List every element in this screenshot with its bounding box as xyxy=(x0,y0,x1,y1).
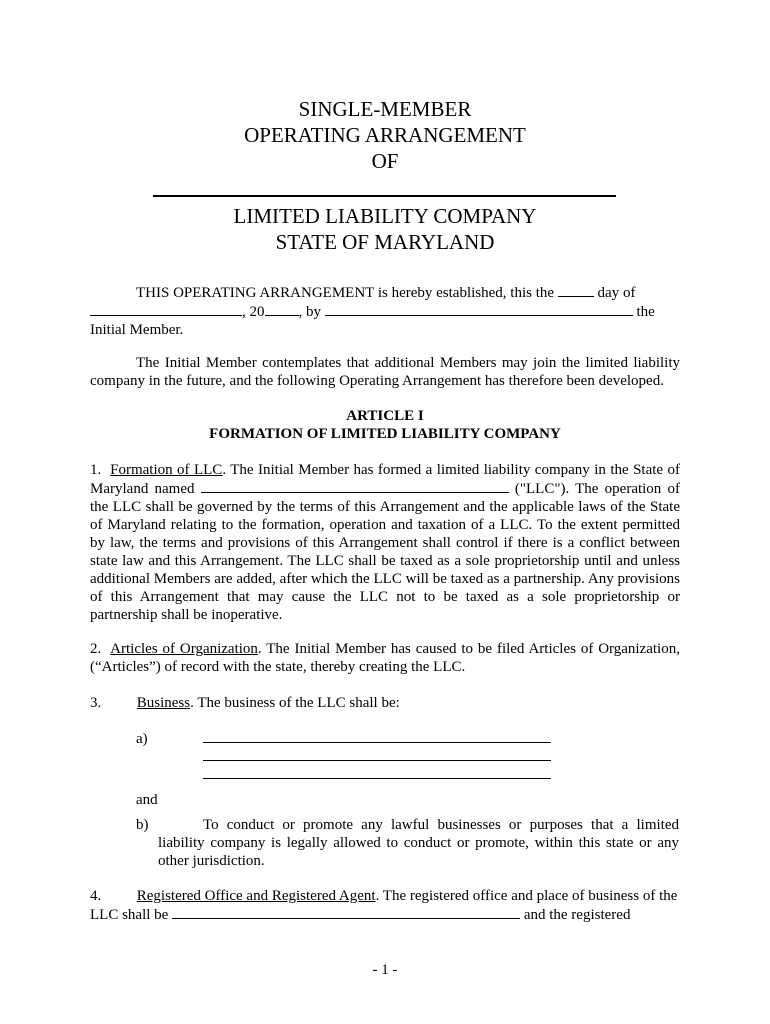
members-paragraph: The Initial Member contemplates that additional Members may join the limited liability company in the future, and the following Operating Arrangement has therefore been developed. xyxy=(90,355,680,389)
doc-title-line1: SINGLE-MEMBER xyxy=(298,97,472,121)
doc-title-line5: STATE OF MARYLAND xyxy=(275,230,495,254)
section-4-text-a: . The registered office and place of business of the LLC shall be xyxy=(90,888,678,923)
business-blank-1[interactable] xyxy=(203,742,551,743)
intro-paragraph xyxy=(90,283,680,339)
intro-text-1: THIS OPERATING ARRANGEMENT is hereby established, this the xyxy=(136,285,555,301)
section-2-text: . The Initial Member has caused to be filed Articles of Organization, (“Articles”) of record with the state, thereby creating the LLC. xyxy=(90,641,680,675)
llc-name-blank[interactable] xyxy=(201,479,509,493)
section-4-title: Registered Office and Registered Agent xyxy=(136,888,376,904)
section-4-text-b: and the registered xyxy=(523,907,631,923)
intro-text-3: , 20 xyxy=(242,304,265,320)
item-b-text: To conduct or promote any lawful businesses or purposes that a limited liability company is legally allowed to conduct or promote, within this state or any other jurisdiction. xyxy=(158,817,679,869)
section-2-title: Articles of Organization xyxy=(110,641,258,657)
article-heading: ARTICLE I xyxy=(346,408,424,424)
section-2-num: 2. xyxy=(90,641,102,657)
section-1-title: Formation of LLC xyxy=(110,462,223,478)
member-name-blank[interactable] xyxy=(325,302,633,316)
day-blank[interactable] xyxy=(558,283,594,297)
and-label: and xyxy=(136,792,158,808)
intro-text-4: , by xyxy=(298,304,321,320)
article-subheading: FORMATION OF LIMITED LIABILITY COMPANY xyxy=(209,426,561,442)
section-1-text-b: ("LLC"). The operation of the LLC shall be governed by the terms of this Arrangement and the applicable laws of the State of Maryland relating to the formation, operation and taxation of a LLC. To the extent permitted by law, the terms and provisions of this Arrangement shall control if there is a conflict between state law and this Arrangement. The LLC shall be taxed as a sole proprietorship until and unless additional Members are added, after which the LLC will be taxed as a partnership. Any provisions of this Arrangement that may cause the LLC not to be taxed as a sole proprietorship or partnership shall be inoperative. xyxy=(90,481,680,623)
section-3-title: Business xyxy=(136,695,191,711)
item-b-label: b) xyxy=(136,817,149,833)
month-blank[interactable] xyxy=(90,302,242,316)
section-2 xyxy=(90,640,680,676)
doc-title-line2: OPERATING ARRANGEMENT xyxy=(244,123,526,147)
year-blank[interactable] xyxy=(265,302,299,316)
business-blank-2[interactable] xyxy=(203,760,551,761)
section-4 xyxy=(90,887,680,924)
section-3 xyxy=(90,694,680,712)
page-number: - 1 - xyxy=(372,962,398,978)
doc-title-line3: OF xyxy=(371,149,399,173)
intro-text-5: the xyxy=(636,304,655,320)
business-blank-3[interactable] xyxy=(203,778,551,779)
doc-title-line4: LIMITED LIABILITY COMPANY xyxy=(233,204,537,228)
section-1-text-a: . The Initial Member has formed a limited liability company in the State of Maryland named xyxy=(90,462,681,497)
intro-text-6: Initial Member. xyxy=(90,322,184,338)
section-3-num: 3. xyxy=(90,695,102,711)
section-3-text: . The business of the LLC shall be: xyxy=(190,695,400,711)
intro-text-2: day of xyxy=(597,285,636,301)
section-1 xyxy=(90,461,680,624)
section-1-num: 1. xyxy=(90,462,102,478)
item-a-label: a) xyxy=(136,731,148,747)
registered-office-blank[interactable] xyxy=(172,905,520,919)
company-name-blank[interactable] xyxy=(153,195,616,197)
section-4-num: 4. xyxy=(90,888,102,904)
